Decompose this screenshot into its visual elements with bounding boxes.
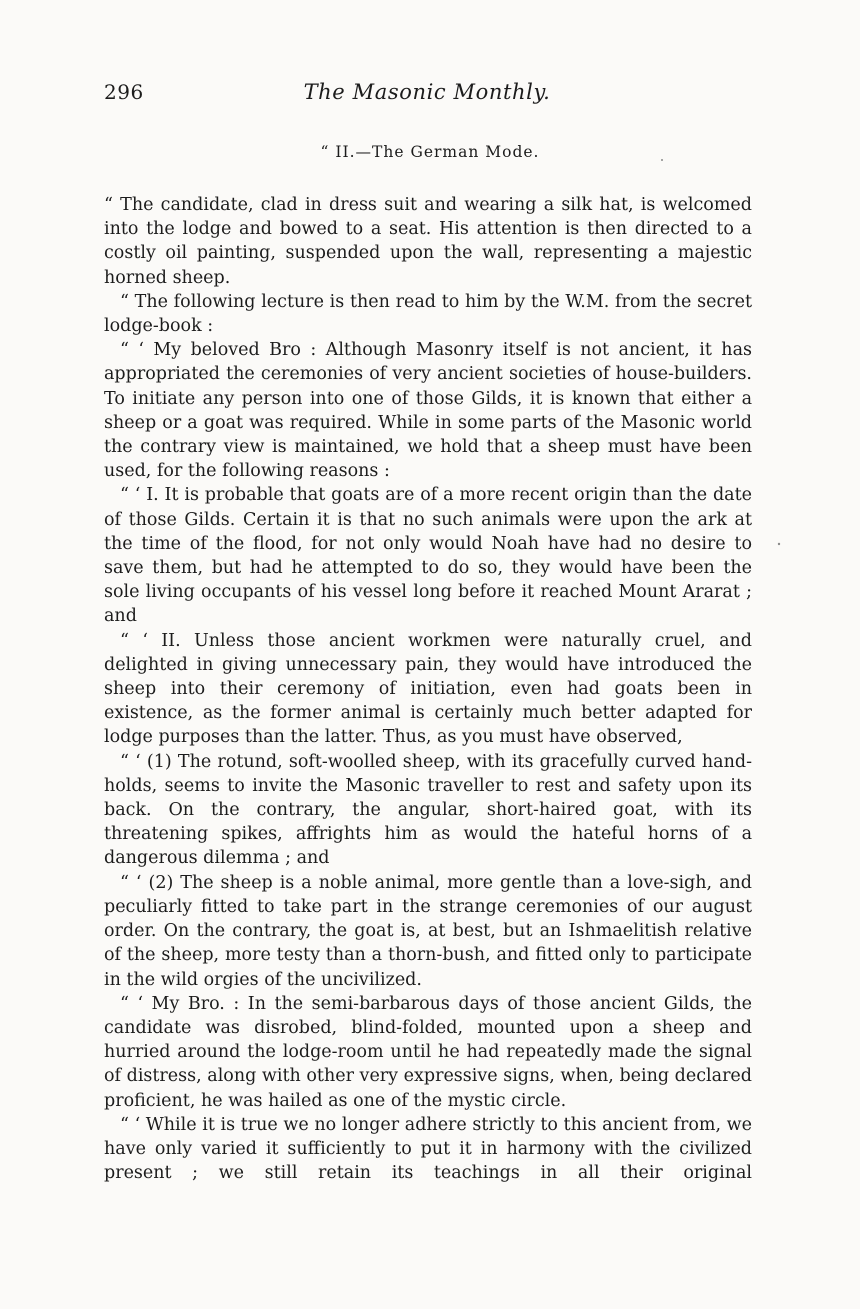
paragraph-8: “ ‘ My Bro. : In the semi-barbarous days of those ancient Gilds, the candidate was disrobed, blind-folded, mounted upon a sheep and hurried around the lodge-room until he had repeatedly made the signal of distress, along with other very expressive signs, when, being declared proficient, he was hailed as one of the mystic circle. — [104, 993, 752, 1111]
paragraph-7: “ ‘ (2) The sheep is a noble animal, more gentle than a love-sigh, and peculiarly fitted to take part in the strange ceremonies of our august order. On the contrary, the goat is, at best, but an Ishmaelitish relative of the sheep, more testy than a thorn-bush, and fitted only to participate in the wild orgies of the uncivilized. — [104, 872, 752, 990]
journal-title: The Masonic Monthly. — [303, 80, 551, 104]
paragraph-4: “ ‘ I. It is probable that goats are of a more recent origin than the date of those Gilds. Certain it is that no such animals were upon the ark at the time of the flood, for not only would Noah have had no desire to save them, but had he attempted to do so, they would have been the sole living occupants of his vessel long before it reached Mount Ararat ; and — [104, 485, 752, 627]
paragraph-5: “ ‘ II. Unless those ancient workmen were naturally cruel, and delighted in giving unnecessary pain, they would have introduced the sheep into their ceremony of initiation, even had goats been in existence, as the former animal is certainly much better adapted for lodge purposes than the latter. Thus, as you must have observed, — [104, 630, 752, 748]
section-heading: “ II.—The German Mode. — [320, 143, 540, 161]
speck — [661, 159, 663, 161]
paragraph-3: “ ‘ My beloved Bro : Although Masonry itself is not ancient, it has appropriated the ceremonies of very ancient societies of house-builders. To initiate any person into one of those Gilds, it is known that either a sheep or a goat was required. While in some parts of the Masonic world the contrary view is maintained, we hold that a sheep must have been used, for the following reasons : — [104, 340, 752, 482]
paragraph-1: “ The candidate, clad in dress suit and wearing a silk hat, is welcomed into the lodge and bowed to a seat. His attention is then directed to a costly oil painting, suspended upon the wall, representing a majestic horned sheep. — [104, 195, 752, 288]
page-number: 296 — [104, 80, 144, 104]
speck — [778, 543, 780, 545]
paragraph-2: “ The following lecture is then read to him by the W.M. from the secret lodge-book : — [104, 291, 752, 337]
paragraph-6: “ ‘ (1) The rotund, soft-woolled sheep, with its gracefully curved hand-holds, seems to invite the Masonic traveller to rest and safety upon its back. On the contrary, the angular, short-haired goat, with its threatening spikes, affrights him as would the hateful horns of a dangerous dilemma ; and — [104, 751, 752, 869]
paragraph-9: “ ‘ While it is true we no longer adhere strictly to this ancient from, we have only varied it sufficiently to put it in harmony with the civilized present ; we still retain its teachings in all their original — [104, 1114, 752, 1184]
